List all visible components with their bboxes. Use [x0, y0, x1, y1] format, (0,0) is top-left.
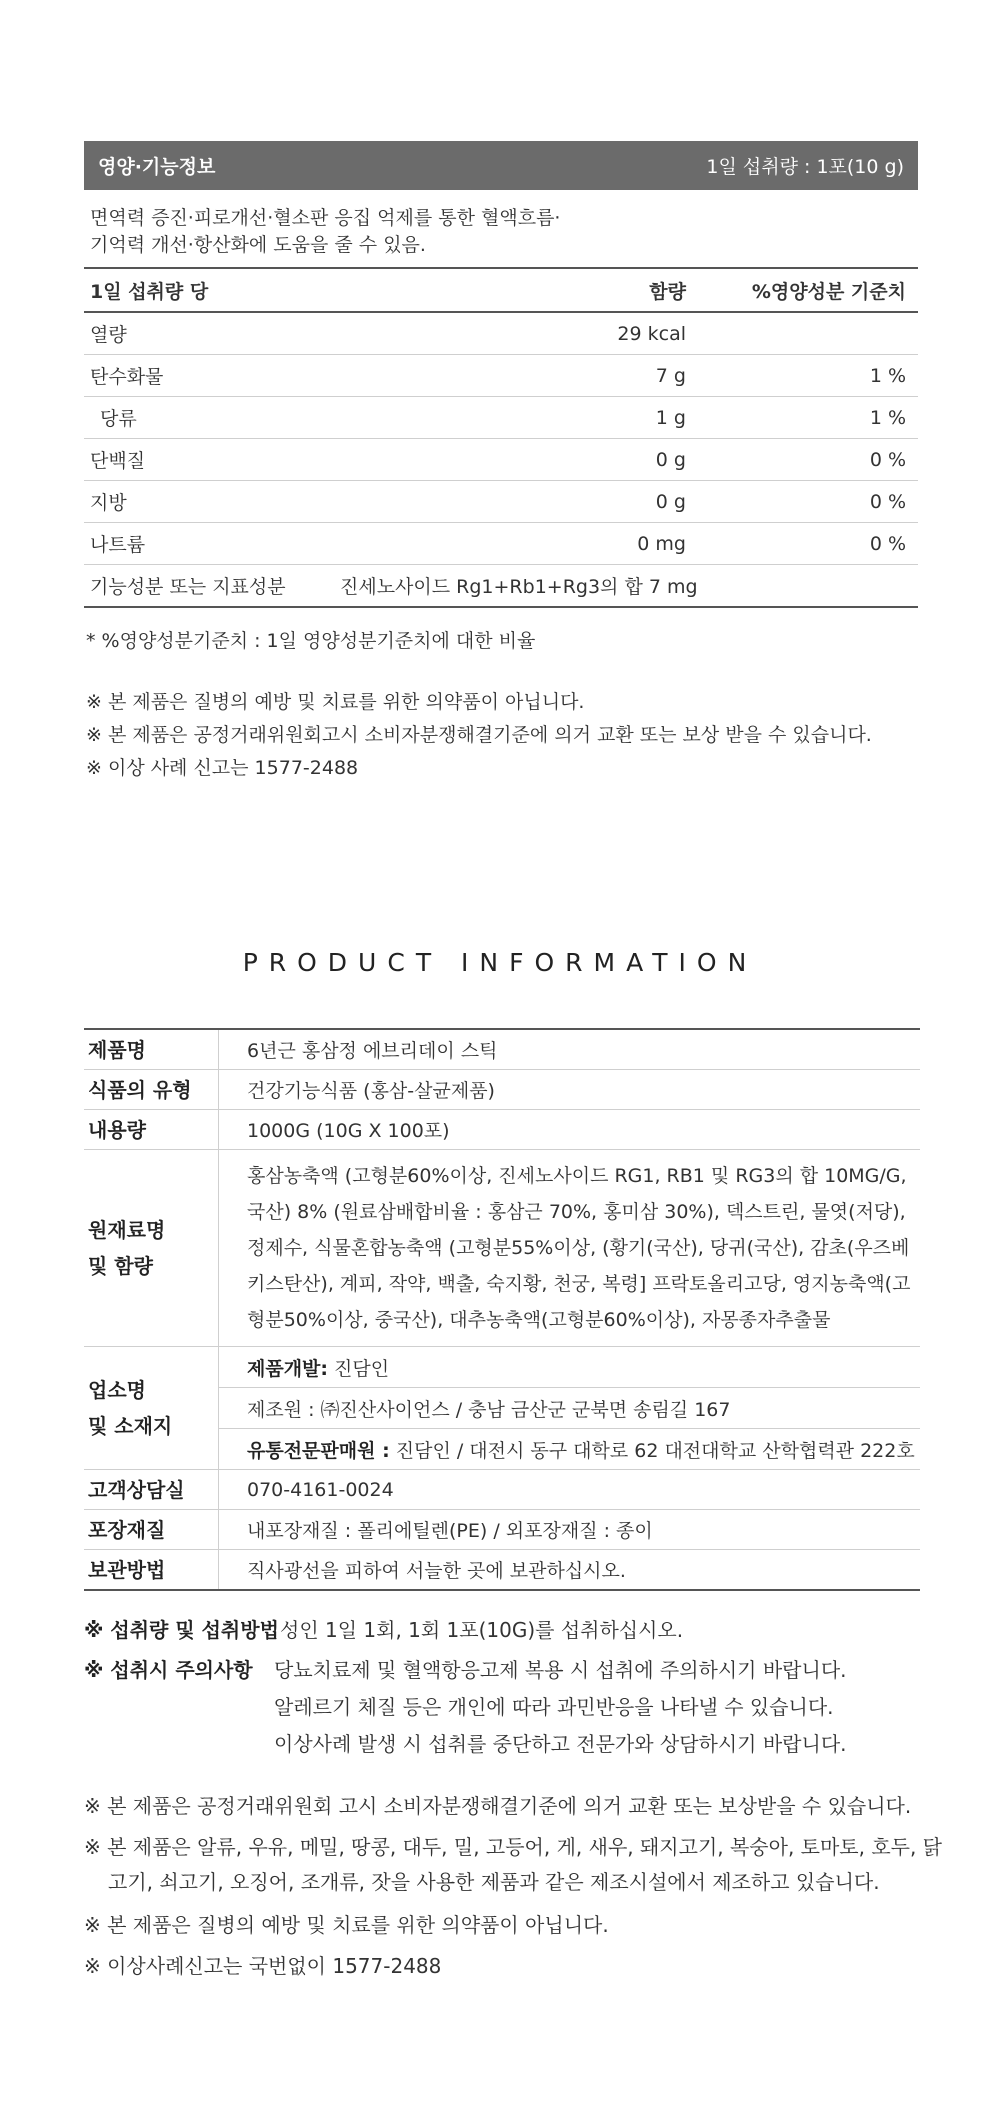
developer-label: 제품개발: [247, 1357, 329, 1380]
table-row [84, 1347, 920, 1470]
manufacturer-row [219, 1388, 920, 1429]
nutrient-amount: 0 g [655, 448, 686, 471]
distributor-row [219, 1429, 920, 1469]
product-info-title: PRODUCT INFORMATION [242, 948, 758, 977]
note-line: ※ 본 제품은 질병의 예방 및 치료를 위한 의약품이 아닙니다. [84, 1913, 609, 1937]
storage: 직사광선을 피하여 서늘한 곳에 보관하십시오. [247, 1560, 626, 1582]
nutrient-percent: 0 % [869, 532, 906, 555]
functional-row [84, 565, 918, 608]
table-row [84, 1470, 920, 1510]
ingredients-line: 국산) 8% (원료삼배합비율 : 홍삼근 70%, 홍미삼 30%), 덱스트린, 물엿(저당), [247, 1201, 906, 1223]
column-header: 함량 [649, 280, 686, 303]
nutrition-title: 영양·기능정보 [98, 156, 216, 178]
row-label: 고객상담실 [84, 1470, 219, 1509]
nutrition-header [84, 141, 918, 190]
nutrient-amount: 29 kcal [617, 322, 686, 345]
row-label: 식품의 유형 [84, 1070, 219, 1109]
column-header: 1일 섭취량 당 [90, 280, 209, 303]
nutrient-name: 탄수화물 [90, 366, 164, 388]
row-label-line: 및 소재지 [88, 1414, 173, 1438]
nutrient-name: 나트륨 [90, 534, 146, 556]
note-line: ※ 본 제품은 공정거래위원회 고시 소비자분쟁해결기준에 의거 교환 또는 보상받을 수 있습니다. [84, 1794, 912, 1818]
table-row [84, 1110, 920, 1150]
product-info-table [84, 1028, 920, 1591]
table-row [84, 397, 918, 439]
caution-label: ※ 섭취시 주의사항 [84, 1658, 253, 1682]
note-line: ※ 본 제품은 공정거래위원회고시 소비자분쟁해결기준에 의거 교환 또는 보상 받을 수 있습니다. [86, 724, 872, 746]
nutrition-notes [86, 686, 872, 785]
ingredients-line: 정제수, 식물혼합농축액 (고형분55%이상, (황기(국산), 당귀(국산), 감초(우즈베 [247, 1237, 910, 1259]
note-line: ※ 본 제품은 알류, 우유, 메밀, 땅콩, 대두, 밀, 고등어, 게, 새우, 돼지고기, 복숭아, 토마토, 호두, 닭 [84, 1835, 943, 1859]
packaging: 내포장재질 : 폴리에틸렌(PE) / 외포장재질 : 종이 [247, 1520, 653, 1542]
nutrient-percent: 0 % [869, 448, 906, 471]
ingredients-line: 형분50%이상, 중국산), 대추농축액(고형분60%이상), 자몽종자추출물 [247, 1309, 831, 1331]
table-row [84, 1070, 920, 1110]
nutrient-percent: 0 % [869, 490, 906, 513]
functional-value: 진세노사이드 Rg1+Rb1+Rg3의 합 7 mg [340, 576, 698, 598]
nutrient-amount: 1 g [655, 406, 686, 429]
note-line: ※ 본 제품은 질병의 예방 및 치료를 위한 의약품이 아닙니다. [86, 691, 585, 713]
nutrition-footnote: * %영양성분기준치 : 1일 영양성분기준치에 대한 비율 [86, 630, 536, 652]
serving-info: 1일 섭취량 : 1포(10 g) [706, 156, 904, 178]
table-row [84, 355, 918, 397]
company-details [219, 1347, 920, 1469]
method-label: ※ 섭취량 및 섭취방법 [84, 1618, 279, 1642]
description-line: 기억력 개선·항산화에 도움을 줄 수 있음. [90, 234, 426, 256]
note-line: ※ 이상 사례 신고는 1577-2488 [86, 757, 359, 779]
cs-phone: 070-4161-0024 [247, 1478, 394, 1501]
table-header [84, 269, 918, 313]
manufacturer: 제조원 : ㈜진산사이언스 / 충남 금산군 군북면 송림길 167 [247, 1398, 731, 1421]
developer: 진담인 [328, 1357, 390, 1380]
nutrient-name: 지방 [90, 492, 127, 514]
note-line: ※ 이상사례신고는 국번없이 1577-2488 [84, 1954, 442, 1978]
row-label-line: 업소명 [88, 1378, 146, 1402]
row-label-line: 원재료명 [88, 1218, 166, 1242]
developer-row [219, 1347, 920, 1388]
row-label: 내용량 [84, 1110, 219, 1149]
nutrient-amount: 0 g [655, 490, 686, 513]
row-label: 포장재질 [84, 1510, 219, 1549]
nutrient-name: 열량 [90, 324, 127, 346]
table-row [84, 313, 918, 355]
nutrient-amount: 0 mg [637, 532, 686, 555]
method-text: 성인 1일 1회, 1회 1포(10G)를 섭취하십시오. [280, 1618, 684, 1642]
row-label: 제품명 [84, 1030, 219, 1069]
nutrient-name: 당류 [100, 408, 137, 430]
row-label: 보관방법 [84, 1550, 219, 1589]
table-row [84, 439, 918, 481]
ingredients [219, 1150, 920, 1346]
food-type: 건강기능식품 (홍삼-살균제품) [247, 1080, 495, 1102]
ingredients-line: 홍삼농축액 (고형분60%이상, 진세노사이드 RG1, RB1 및 RG3의 합 10MG/G, [247, 1165, 907, 1187]
volume: 1000G (10G X 100포) [247, 1120, 450, 1142]
distributor-label: 유통전문판매원 : [247, 1439, 390, 1462]
description-line: 면역력 증진·피로개선·혈소판 응집 억제를 통한 혈액흐름· [90, 207, 561, 229]
caution-line: 당뇨치료제 및 혈액항응고제 복용 시 섭취에 주의하시기 바랍니다. [274, 1658, 847, 1682]
row-label [84, 1347, 219, 1469]
table-row [84, 523, 918, 565]
nutrient-amount: 7 g [655, 364, 686, 387]
table-row [84, 1030, 920, 1070]
distributor: 진담인 / 대전시 동구 대학로 62 대전대학교 산학협력관 222호 [389, 1439, 915, 1462]
table-row [84, 1550, 920, 1589]
ingredients-line: 키스탄산), 계피, 작약, 백출, 숙지황, 천궁, 복령] 프락토올리고당, 영지농축액(고 [247, 1273, 911, 1295]
table-row [84, 1150, 920, 1347]
table-row [84, 481, 918, 523]
functional-description [90, 205, 910, 259]
caution-line: 알레르기 체질 등은 개인에 따라 과민반응을 나타낼 수 있습니다. [274, 1695, 834, 1719]
column-header: %영양성분 기준치 [751, 280, 906, 303]
table-row [84, 1510, 920, 1550]
row-label-line: 및 함량 [88, 1254, 153, 1278]
row-label [84, 1150, 219, 1346]
nutrient-percent: 1 % [869, 364, 906, 387]
functional-label: 기능성분 또는 지표성분 [90, 576, 286, 598]
product-name: 6년근 홍삼정 에브리데이 스틱 [247, 1040, 498, 1062]
nutrient-name: 단백질 [90, 450, 146, 472]
nutrient-percent: 1 % [869, 406, 906, 429]
nutrition-table [84, 269, 918, 608]
caution-line: 이상사례 발생 시 섭취를 중단하고 전문가와 상담하시기 바랍니다. [274, 1732, 847, 1756]
note-line: 고기, 쇠고기, 오징어, 조개류, 잣을 사용한 제품과 같은 제조시설에서 제조하고 있습니다. [108, 1870, 880, 1894]
